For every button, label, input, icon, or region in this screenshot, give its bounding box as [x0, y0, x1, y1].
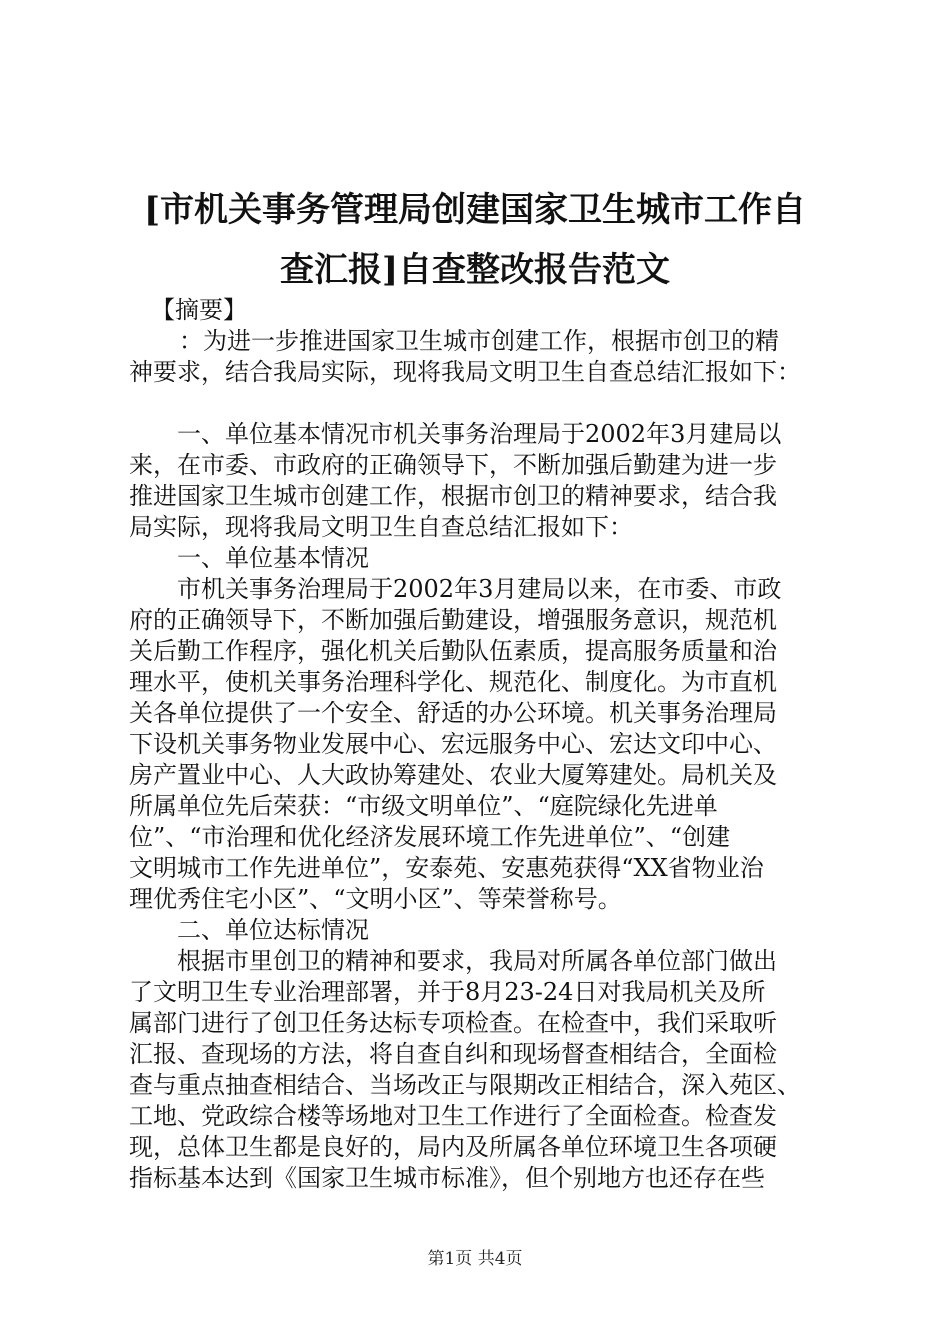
- text-line: 了文明卫生专业治理部署，并于8月23-24日对我局机关及所: [129, 978, 766, 1006]
- document-body: [129, 295, 829, 1194]
- text-line: 指标基本达到《国家卫生城市标准》，但个别地方也还存在些: [129, 1164, 765, 1192]
- text-line: 局实际，现将我局文明卫生自查总结汇报如下：: [129, 513, 633, 541]
- text-line: 查与重点抽查相结合、当场改正与限期改正相结合，深入苑区、: [129, 1071, 801, 1099]
- page-footer: 第1页 共4页: [427, 1249, 523, 1269]
- paragraph-1: [129, 574, 829, 915]
- text-line: 所属单位先后荣获：“市级文明单位”、“庭院绿化先进单: [129, 792, 718, 820]
- section-heading-1: 一、单位基本情况: [177, 544, 369, 572]
- section-a-paragraph: [129, 419, 829, 543]
- text-line: 推进国家卫生城市创建工作，根据市创卫的精神要求，结合我: [129, 482, 777, 510]
- text-line: 下设机关事务物业发展中心、宏远服务中心、宏达文印中心、: [129, 730, 777, 758]
- text-line: 现，总体卫生都是良好的，局内及所属各单位环境卫生各项硬: [129, 1133, 777, 1161]
- title-line-2: 查汇报]自查整改报告范文: [279, 250, 671, 290]
- text-line: 理水平，使机关事务治理科学化、规范化、制度化。为市直机: [129, 668, 777, 696]
- abstract-label: 【摘要】: [151, 296, 247, 324]
- text-line: 根据市里创卫的精神和要求，我局对所属各单位部门做出: [177, 947, 777, 975]
- paragraph-2: [129, 946, 829, 1194]
- text-line: 关后勤工作程序，强化机关后勤队伍素质，提高服务质量和治: [129, 637, 777, 665]
- text-line: 来，在市委、市政府的正确领导下，不断加强后勤建为进一步: [129, 451, 777, 479]
- blank-line: [129, 388, 829, 419]
- text-line: 文明城市工作先进单位”，安泰苑、安惠苑获得“XX省物业治: [129, 854, 764, 882]
- text-line: 关各单位提供了一个安全、舒适的办公环境。机关事务治理局: [129, 699, 777, 727]
- text-line: 府的正确领导下，不断加强后勤建设，增强服务意识，规范机: [129, 606, 777, 634]
- section-heading-2: 二、单位达标情况: [177, 916, 369, 944]
- document-title: [100, 180, 850, 300]
- text-line: 属部门进行了创卫任务达标专项检查。在检查中，我们采取听: [129, 1009, 777, 1037]
- text-line: 房产置业中心、人大政协筹建处、农业大厦筹建处。局机关及: [129, 761, 777, 789]
- text-line: 工地、党政综合楼等场地对卫生工作进行了全面检查。检查发: [129, 1102, 777, 1130]
- text-line: 神要求，结合我局实际，现将我局文明卫生自查总结汇报如下：: [129, 358, 801, 386]
- title-line-1: [市机关事务管理局创建国家卫生城市工作自: [143, 190, 807, 230]
- text-line: ：为进一步推进国家卫生城市创建工作，根据市创卫的精: [179, 327, 779, 355]
- text-line: 汇报、查现场的方法，将自查自纠和现场督查相结合，全面检: [129, 1040, 777, 1068]
- text-line: 市机关事务治理局于2002年3月建局以来，在市委、市政: [177, 575, 782, 603]
- intro-paragraph: [129, 326, 829, 388]
- text-line: 位”、“市治理和优化经济发展环境工作先进单位”、“创建: [129, 823, 731, 851]
- text-line: 理优秀住宅小区”、“文明小区”、等荣誉称号。: [129, 885, 622, 913]
- text-line: 一、单位基本情况市机关事务治理局于2002年3月建局以: [177, 420, 782, 448]
